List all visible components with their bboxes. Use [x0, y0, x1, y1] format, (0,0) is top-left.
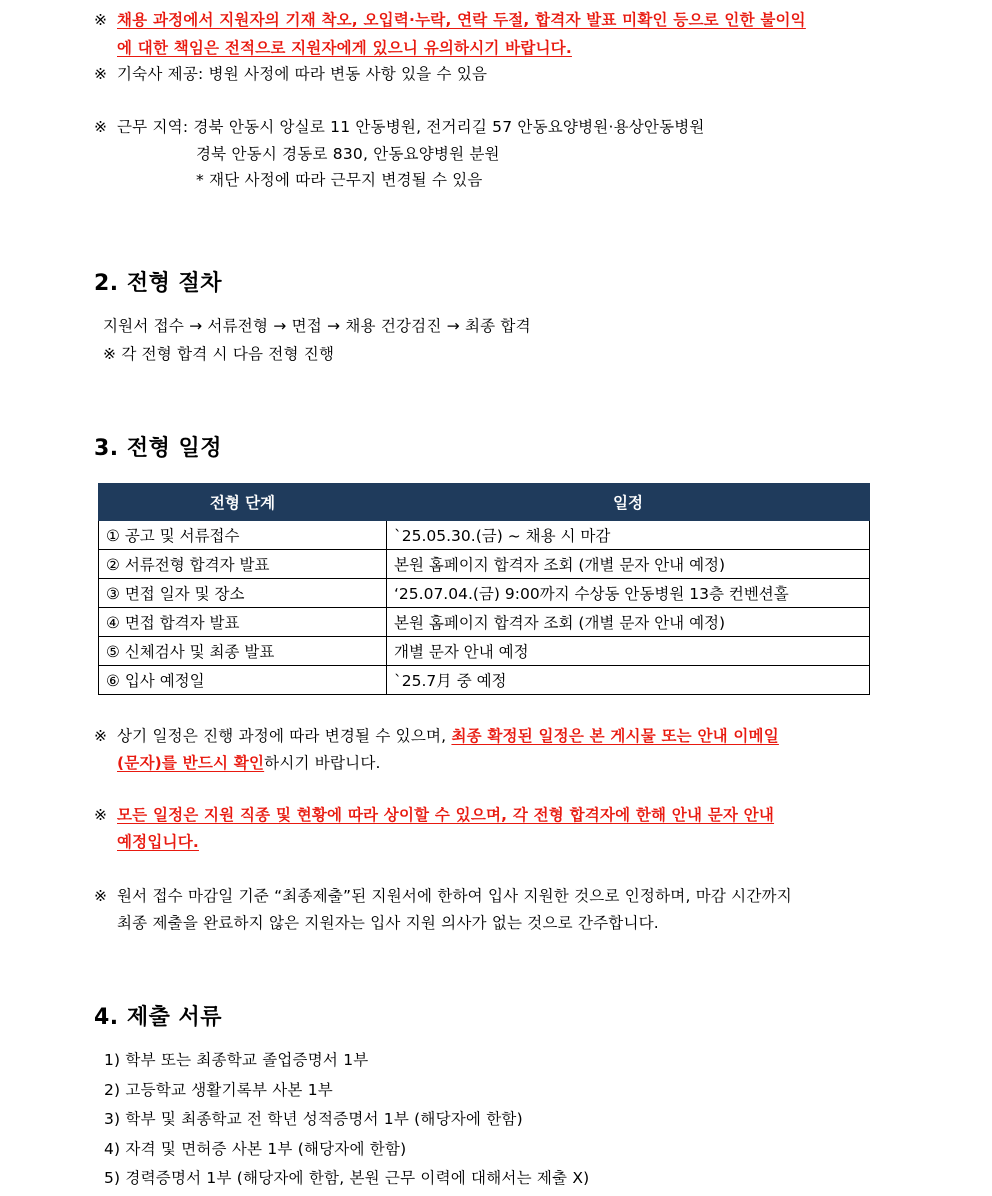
work-location-line2: 경북 안동시 경동로 830, 안동요양병원 분원 — [196, 145, 500, 163]
section2-title: 2. 전형 절차 — [94, 271, 222, 296]
schedule-note3-text: 원서 접수 마감일 기준 “최종제출”된 지원서에 한하여 입사 지원한 것으로 인정하며, 마감 시간까지 — [117, 887, 792, 905]
table-row — [99, 637, 870, 666]
date-cell: 본원 홈페이지 합격자 조회 (개별 문자 안내 예정) — [387, 550, 870, 579]
list-item: 4) 자격 및 면허증 사본 1부 (해당자에 한함) — [104, 1140, 407, 1158]
table-row — [99, 521, 870, 550]
schedule-note1-suffix: 하시기 바랍니다. — [264, 754, 381, 772]
table-row — [99, 579, 870, 608]
responsibility-notice-line1 — [94, 8, 806, 30]
work-location-text: 근무 지역: 경북 안동시 앙실로 11 안동병원, 전거리길 57 안동요양병원·용상안동병원 — [117, 118, 705, 136]
dormitory-notice — [94, 62, 487, 84]
stage-cell: ② 서류전형 합격자 발표 — [99, 550, 387, 579]
list-item: 3) 학부 및 최종학교 전 학년 성적증명서 1부 (해당자에 한함) — [104, 1110, 523, 1128]
date-cell: 개별 문자 안내 예정 — [387, 637, 870, 666]
table-row — [99, 666, 870, 695]
schedule-header-stage: 전형 단계 — [99, 484, 387, 521]
reference-mark: ※ — [94, 65, 108, 83]
schedule-note2-line2 — [117, 830, 199, 852]
reference-mark: ※ — [94, 806, 108, 824]
selection-steps: 지원서 접수 → 서류전형 → 면접 → 채용 건강검진 → 최종 합격 — [103, 317, 531, 335]
date-cell: 본원 홈페이지 합격자 조회 (개별 문자 안내 예정) — [387, 608, 870, 637]
date-cell: `25.7月 중 예정 — [387, 666, 870, 695]
section3-title: 3. 전형 일정 — [94, 436, 222, 461]
list-item: 1) 학부 또는 최종학교 졸업증명서 1부 — [104, 1051, 369, 1069]
list-item: 5) 경력증명서 1부 (해당자에 한함, 본원 근무 이력에 대해서는 제출 X) — [104, 1169, 590, 1187]
reference-mark: ※ — [94, 887, 108, 905]
schedule-note2-text: 모든 일정은 지원 직종 및 현황에 따라 상이할 수 있으며, 각 전형 합격자에 한해 안내 문자 안내 — [117, 806, 775, 824]
schedule-note1-prefix: 상기 일정은 진행 과정에 따라 변경될 수 있으며, — [117, 727, 452, 745]
stage-cell: ③ 면접 일자 및 장소 — [99, 579, 387, 608]
table-row — [99, 550, 870, 579]
work-location-line3: * 재단 사정에 따라 근무지 변경될 수 있음 — [196, 171, 483, 189]
table-row — [99, 608, 870, 637]
date-cell: ‘25.07.04.(금) 9:00까지 수상동 안동병원 13층 컨벤션홀 — [387, 579, 870, 608]
stage-cell: ⑥ 입사 예정일 — [99, 666, 387, 695]
work-location-line1 — [94, 115, 705, 137]
schedule-note1-line2 — [117, 751, 381, 773]
stage-cell: ⑤ 신체검사 및 최종 발표 — [99, 637, 387, 666]
schedule-note1-highlight: 최종 확정된 일정은 본 게시물 또는 안내 이메일 — [451, 727, 779, 745]
list-item: 2) 고등학교 생활기록부 사본 1부 — [104, 1081, 333, 1099]
schedule-table — [98, 483, 870, 695]
dormitory-text: 기숙사 제공: 병원 사정에 따라 변동 사항 있을 수 있음 — [117, 65, 488, 83]
schedule-note2-line1 — [94, 803, 774, 825]
reference-mark: ※ — [94, 11, 108, 29]
schedule-header-date: 일정 — [387, 484, 870, 521]
responsibility-notice-text: 채용 과정에서 지원자의 기재 착오, 오입력·누락, 연락 두절, 합격자 발표 미확인 등으로 인한 불이익 — [117, 11, 806, 29]
section4-title: 4. 제출 서류 — [94, 1005, 222, 1030]
reference-mark: ※ — [94, 727, 108, 745]
schedule-note3-line2: 최종 제출을 완료하지 않은 지원자는 입사 지원 의사가 없는 것으로 간주합니다. — [117, 914, 659, 932]
date-cell: `25.05.30.(금) ~ 채용 시 마감 — [387, 521, 870, 550]
responsibility-notice-text-cont: 에 대한 책임은 전적으로 지원자에게 있으니 유의하시기 바랍니다. — [117, 39, 572, 57]
responsibility-notice-line2 — [117, 36, 572, 58]
schedule-note3-line1 — [94, 884, 792, 906]
reference-mark: ※ — [94, 118, 108, 136]
stage-cell: ④ 면접 합격자 발표 — [99, 608, 387, 637]
schedule-note2-text-cont: 예정입니다. — [117, 833, 199, 851]
schedule-note1-highlight-cont: (문자)를 반드시 확인 — [117, 754, 265, 772]
schedule-note1-line1 — [94, 724, 779, 746]
schedule-header-row — [99, 484, 870, 521]
stage-cell: ① 공고 및 서류접수 — [99, 521, 387, 550]
selection-note: ※ 각 전형 합격 시 다음 전형 진행 — [103, 345, 335, 363]
